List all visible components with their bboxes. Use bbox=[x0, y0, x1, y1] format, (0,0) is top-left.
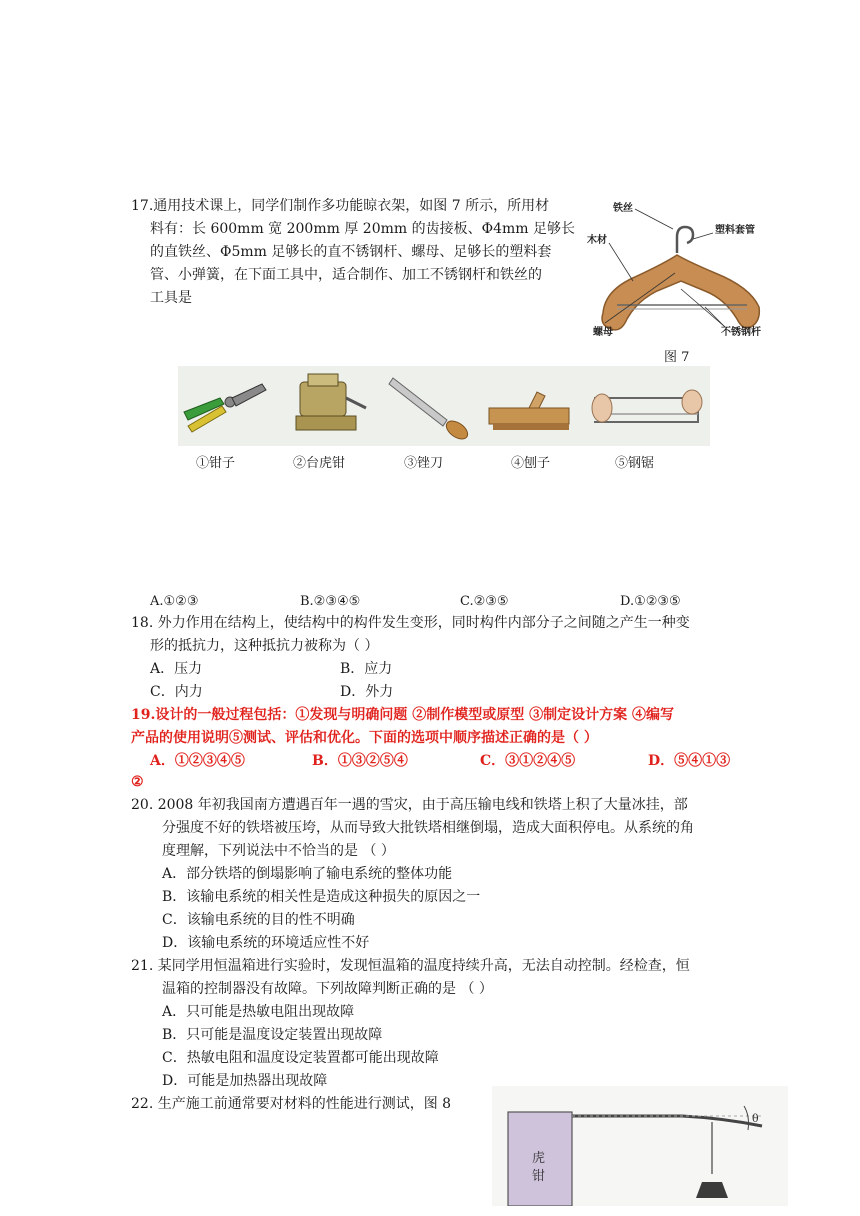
q21-option-b: B．只可能是温度设定装置出现故障 bbox=[162, 1027, 383, 1043]
figure-8-bending-test bbox=[492, 1086, 788, 1206]
q20-option-b: B．该输电系统的相关性是造成这种损失的原因之一 bbox=[162, 889, 481, 905]
label-wire: 铁丝 bbox=[613, 203, 633, 214]
q19-option-c: C．③①②④⑤ bbox=[480, 753, 576, 769]
q18-option-b: B．应力 bbox=[340, 661, 393, 677]
q17-option-c: C.②③⑤ bbox=[460, 594, 509, 609]
figure-7-caption: 图 7 bbox=[664, 350, 690, 365]
label-wood: 木材 bbox=[587, 235, 607, 246]
hacksaw-icon bbox=[588, 368, 708, 444]
q22-line-1: 22. 生产施工前通常要对材料的性能进行测试，图 8 bbox=[131, 1096, 452, 1112]
q17-line-4: 管、小弹簧，在下面工具中，适合制作、加工不锈钢杆和铁丝的 bbox=[150, 267, 542, 283]
vise-label-1: 虎 bbox=[532, 1151, 546, 1166]
file-tool-icon bbox=[385, 368, 475, 444]
label-nut: 螺母 bbox=[593, 327, 613, 338]
q20-line-3: 度理解，下列说法中不恰当的是 （ ） bbox=[162, 843, 395, 859]
pliers-icon bbox=[180, 368, 276, 444]
tool-caption-vise: ②台虎钳 bbox=[293, 456, 346, 471]
angle-label: θ bbox=[752, 1112, 759, 1125]
q20-option-c: C．该输电系统的目的性不明确 bbox=[162, 912, 355, 928]
q20-line-1: 20. 2008 年初我国南方遭遇百年一遇的雪灾，由于高压输电线和铁塔上积了大量冰挂，部 bbox=[131, 797, 688, 813]
q20-line-2: 分强度不好的铁塔被压垮，从而导致大批铁塔相继倒塌，造成大面积停电。从系统的角 bbox=[162, 820, 694, 836]
q21-line-1: 21. 某同学用恒温箱进行实验时，发现恒温箱的温度持续升高，无法自动控制。经检查，恒 bbox=[131, 958, 690, 974]
q17-line-1: 17.通用技术课上，同学们制作多功能晾衣架，如图 7 所示，所用材 bbox=[131, 198, 550, 214]
q19-option-d: D．⑤④①③ bbox=[648, 753, 731, 769]
q19-line-1: 19.设计的一般过程包括：①发现与明确问题 ②制作模型或原型 ③制定设计方案 ④编写 bbox=[131, 707, 674, 723]
q21-option-c: C．热敏电阻和温度设定装置都可能出现故障 bbox=[162, 1050, 439, 1066]
q17-option-d: D.①②③⑤ bbox=[620, 594, 681, 609]
tool-caption-plane: ④刨子 bbox=[511, 456, 551, 471]
q19-option-b: B．①③②⑤④ bbox=[312, 753, 408, 769]
q18-line-1: 18. 外力作用在结构上，使结构中的构件发生变形，同时构件内部分子之间随之产生一种变 bbox=[131, 615, 690, 631]
q17-line-5: 工具是 bbox=[150, 290, 192, 306]
q17-option-a: A.①②③ bbox=[150, 594, 199, 609]
q18-line-2: 形的抵抗力，这种抵抗力被称为（ ） bbox=[150, 638, 379, 654]
bench-vise-icon bbox=[290, 368, 368, 444]
hanger-figure bbox=[585, 195, 785, 345]
q21-option-a: A．只可能是热敏电阻出现故障 bbox=[162, 1004, 355, 1020]
q21-option-d: D．可能是加热器出现故障 bbox=[162, 1073, 328, 1089]
label-rod: 不锈钢杆 bbox=[721, 327, 761, 338]
q19-line-2: 产品的使用说明⑤测试、评估和优化。下面的选项中顺序描述正确的是（ ） bbox=[131, 730, 598, 746]
tool-caption-pliers: ①钳子 bbox=[196, 456, 236, 471]
q17-line-3: 的直铁丝、Φ5mm 足够长的直不锈钢杆、螺母、足够长的塑料套 bbox=[150, 244, 552, 260]
q20-option-d: D．该输电系统的环境适应性不好 bbox=[162, 935, 370, 951]
q18-option-d: D．外力 bbox=[340, 684, 394, 700]
q19-option-d-wrap: ② bbox=[131, 774, 144, 790]
q18-option-c: C．内力 bbox=[150, 684, 203, 700]
q17-option-b: B.②③④⑤ bbox=[300, 594, 361, 609]
q17-line-2: 料有：长 600mm 宽 200mm 厚 20mm 的齿接板、Φ4mm 足够长 bbox=[150, 221, 575, 237]
q20-option-a: A．部分铁塔的倒塌影响了输电系统的整体功能 bbox=[162, 866, 453, 882]
q18-option-a: A．压力 bbox=[150, 661, 203, 677]
vise-label-2: 钳 bbox=[532, 1169, 546, 1184]
tool-caption-hacksaw: ⑤钢锯 bbox=[615, 456, 655, 471]
q21-line-2: 温箱的控制器没有故障。下列故障判断正确的是 （ ） bbox=[162, 981, 493, 997]
tool-caption-file: ③锉刀 bbox=[404, 456, 444, 471]
plane-icon bbox=[485, 368, 575, 444]
q19-option-a: A．①②③④⑤ bbox=[150, 753, 245, 769]
label-sleeve: 塑料套管 bbox=[715, 225, 755, 236]
